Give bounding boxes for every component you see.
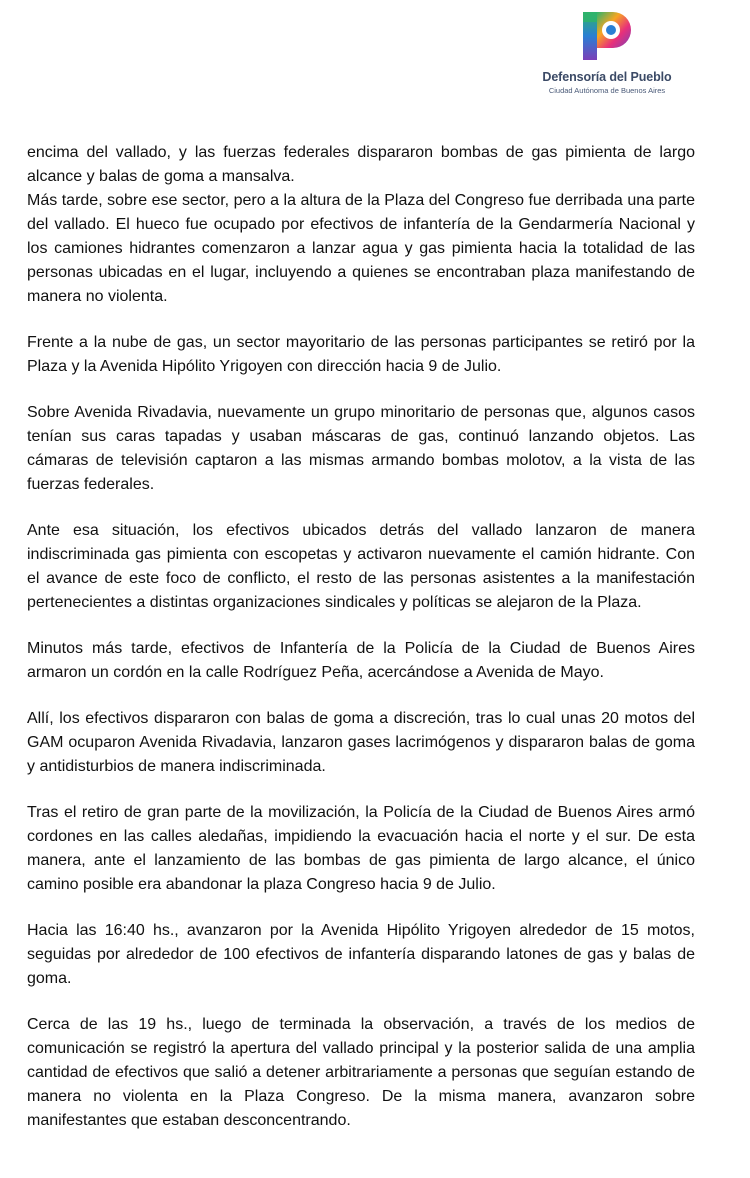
paragraph: Ante esa situación, los efectivos ubicados detrás del vallado lanzaron de manera indiscriminada gas pimienta con escopetas y activaron nuevamente el camión hidrante. Con el avance de este foco de conflicto, el resto de las personas asistentes a la manifestación pertenecientes a distintas organizaciones sindicales y políticas se alejaron de la Plaza. xyxy=(27,522,695,611)
paragraph: Sobre Avenida Rivadavia, nuevamente un grupo minoritario de personas que, algunos casos tenían sus caras tapadas y usaban máscaras de gas, continuó lanzando objetos. Las cámaras de televisión captaron a las mismas armando bombas molotov, a la vista de las fuerzas federales. xyxy=(27,404,695,493)
paragraph: Hacia las 16:40 hs., avanzaron por la Avenida Hipólito Yrigoyen alrededor de 15 motos, seguidas por alrededor de 100 efectivos de infantería disparando latones de gas y balas de goma. xyxy=(27,922,695,987)
paragraph: Frente a la nube de gas, un sector mayoritario de las personas participantes se retiró por la Plaza y la Avenida Hipólito Yrigoyen con dirección hacia 9 de Julio. xyxy=(27,334,695,375)
paragraph: Tras el retiro de gran parte de la movilización, la Policía de la Ciudad de Buenos Aires armó cordones en las calles aledañas, impidiendo la evacuación hacia el norte y el sur. De esta manera, ante el lanzamiento de las bombas de gas pimienta de largo alcance, el único camino posible era abandonar la plaza Congreso hacia 9 de Julio. xyxy=(27,804,695,893)
organization-logo xyxy=(542,8,672,95)
logo-subtitle: Ciudad Autónoma de Buenos Aires xyxy=(548,86,666,95)
logo-title: Defensoría del Pueblo xyxy=(542,70,672,84)
page-header xyxy=(0,0,750,110)
defensoria-logo-icon xyxy=(579,8,635,64)
paragraph: encima del vallado, y las fuerzas federales dispararon bombas de gas pimienta de largo alcance y balas de goma a mansalva. xyxy=(27,144,695,185)
document-body xyxy=(27,141,695,1155)
paragraph: Allí, los efectivos dispararon con balas de goma a discreción, tras lo cual unas 20 motos del GAM ocuparon Avenida Rivadavia, lanzaron gases lacrimógenos y dispararon balas de goma y antidisturbios de manera indiscriminada. xyxy=(27,710,695,775)
paragraph: Minutos más tarde, efectivos de Infantería de la Policía de la Ciudad de Buenos Aires armaron un cordón en la calle Rodríguez Peña, acercándose a Avenida de Mayo. xyxy=(27,640,695,681)
paragraph: Más tarde, sobre ese sector, pero a la altura de la Plaza del Congreso fue derribada una parte del vallado. El hueco fue ocupado por efectivos de infantería de la Gendarmería Nacional y los camiones hidrantes comenzaron a lanzar agua y gas pimienta hacia la totalidad de las personas ubicadas en el lugar, incluyendo a quienes se encontraban plaza manifestando de manera no violenta. xyxy=(27,192,695,305)
paragraph: Cerca de las 19 hs., luego de terminada la observación, a través de los medios de comunicación se registró la apertura del vallado principal y la posterior salida de una amplia cantidad de efectivos que salió a detener arbitrariamente a personas que seguían estando de manera no violenta en la Plaza Congreso. De la misma manera, avanzaron sobre manifestantes que estaban desconcentrando. xyxy=(27,1016,695,1129)
